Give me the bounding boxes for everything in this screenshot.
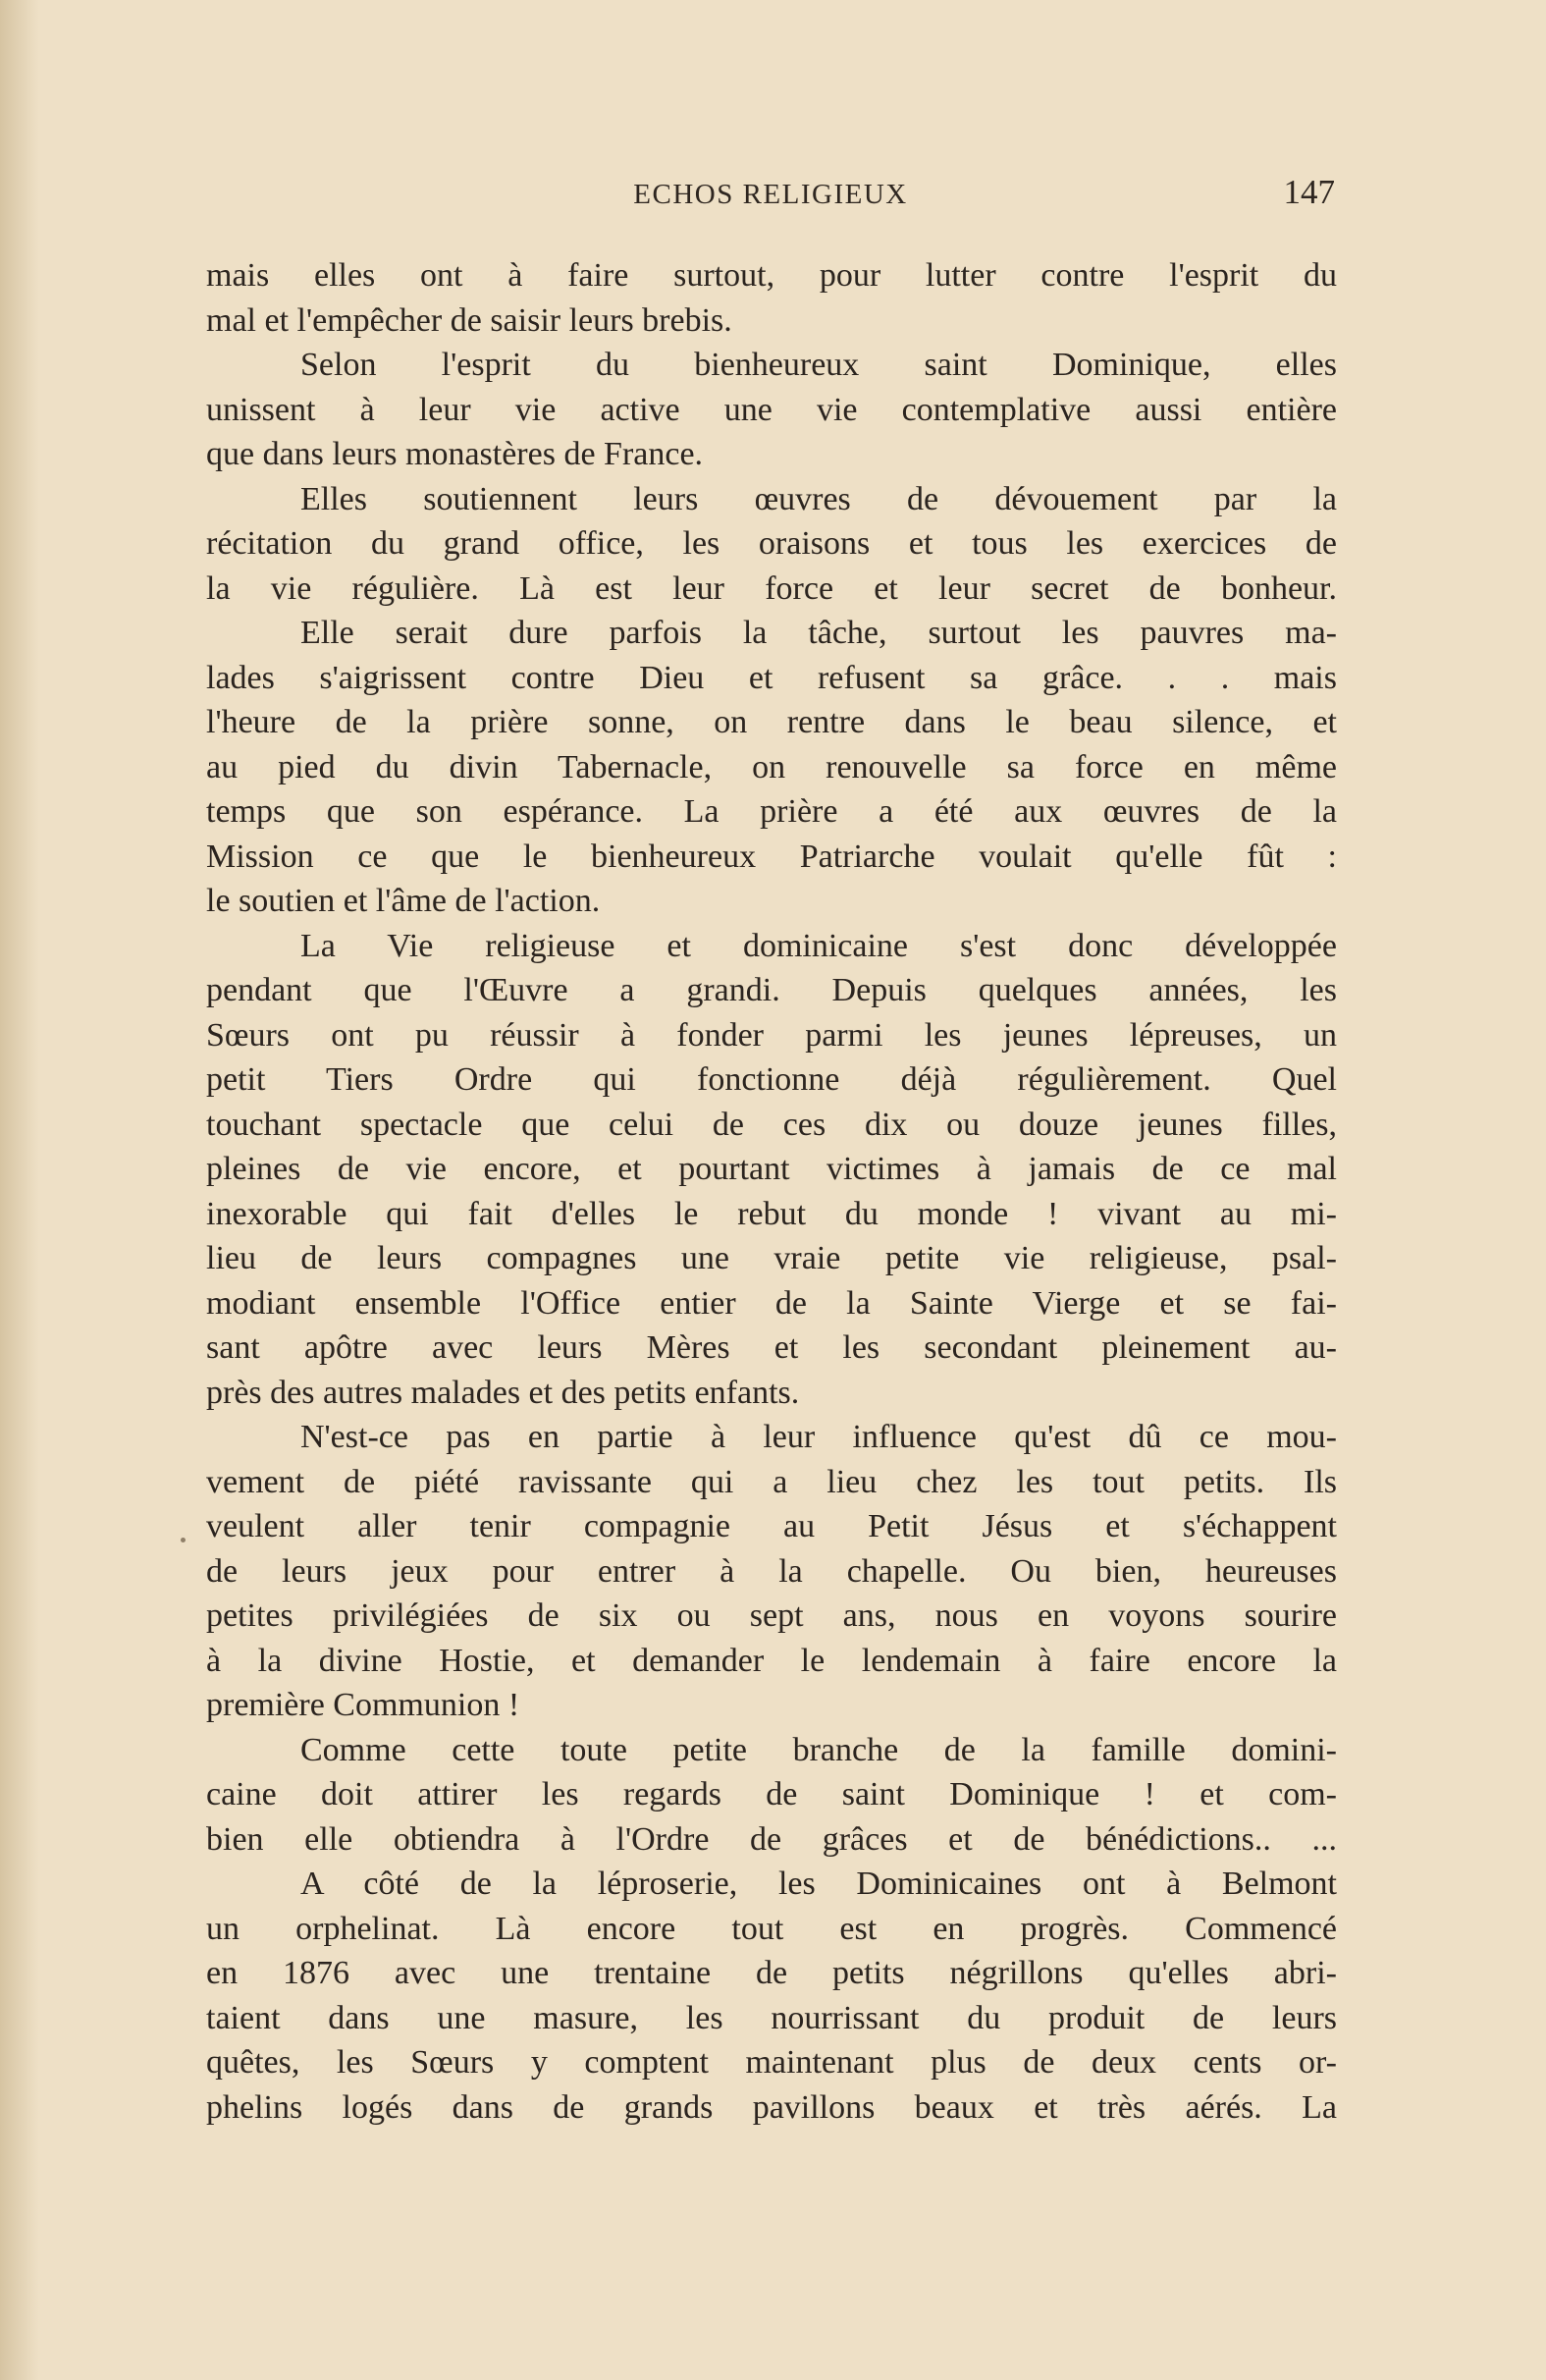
text-line: touchant spectacle que celui de ces dix ou douze jeunes filles, [206, 1106, 1337, 1143]
text-line: petites privilégiées de six ou sept ans, nous en voyons sourire [206, 1597, 1337, 1634]
text-line: inexorable qui fait d'elles le rebut du monde ! vivant au mi- [206, 1195, 1337, 1232]
text-line: petit Tiers Ordre qui fonctionne déjà régulièrement. Quel [206, 1061, 1337, 1098]
text-line: mal et l'empêcher de saisir leurs brebis. [206, 301, 732, 339]
text-line: mais elles ont à faire surtout, pour lutter contre l'esprit du [206, 257, 1337, 294]
running-head [206, 171, 1335, 220]
text-line: lieu de leurs compagnes une vraie petite vie religieuse, psal- [206, 1240, 1337, 1276]
text-line: en 1876 avec une trentaine de petits négrillons qu'elles abri- [206, 1955, 1337, 1991]
text-line: un orphelinat. Là encore tout est en progrès. Commencé [206, 1910, 1337, 1947]
text-line: Mission ce que le bienheureux Patriarche voulait qu'elle fût : [206, 838, 1337, 875]
text-line: le soutien et l'âme de l'action. [206, 883, 601, 919]
text-line: Elle serait dure parfois la tâche, surtout les pauvres ma- [300, 615, 1337, 651]
text-line: Comme cette toute petite branche de la famille domini- [300, 1731, 1337, 1768]
text-line: caine doit attirer les regards de saint Dominique ! et com- [206, 1776, 1337, 1812]
text-line: près des autres malades et des petits enfants. [206, 1374, 800, 1411]
text-line: de leurs jeux pour entrer à la chapelle. Ou bien, heureuses [206, 1552, 1337, 1590]
text-line: La Vie religieuse et dominicaine s'est donc développée [300, 927, 1337, 964]
text-line: Elles soutiennent leurs œuvres de dévouement par la [300, 480, 1337, 517]
text-line: que dans leurs monastères de France. [206, 436, 704, 472]
text-line: taient dans une masure, les nourrissant du produit de leurs [206, 1999, 1337, 2036]
text-line: quêtes, les Sœurs y comptent maintenant plus de deux cents or- [206, 2044, 1337, 2081]
running-title: ECHOS RELIGIEUX [633, 179, 908, 210]
text-line: à la divine Hostie, et demander le lendemain à faire encore la [206, 1642, 1337, 1679]
text-line: récitation du grand office, les oraisons et tous les exercices de [206, 525, 1337, 562]
text-line: pendant que l'Œuvre a grandi. Depuis quelques années, les [206, 972, 1337, 1008]
text-line: temps que son espérance. La prière a été aux œuvres de la [206, 793, 1337, 830]
text-line: veulent aller tenir compagnie au Petit Jésus et s'échappent [206, 1508, 1337, 1544]
text-line: Sœurs ont pu réussir à fonder parmi les jeunes lépreuses, un [206, 1016, 1337, 1054]
text-line: l'heure de la prière sonne, on rentre dans le beau silence, et [206, 704, 1337, 740]
text-line: la vie régulière. Là est leur force et leur secret de bonheur. [206, 569, 1337, 607]
text-line: vement de piété ravissante qui a lieu chez les tout petits. Ils [206, 1463, 1337, 1500]
text-line: première Communion ! [206, 1687, 520, 1723]
text-line: au pied du divin Tabernacle, on renouvelle sa force en même [206, 748, 1337, 785]
binding-gutter-shadow [0, 0, 39, 2380]
paper-speck [181, 1538, 186, 1542]
body-text [206, 253, 1337, 2130]
text-line: sant apôtre avec leurs Mères et les secondant pleinement au- [206, 1329, 1337, 1366]
text-line: pleines de vie encore, et pourtant victimes à jamais de ce mal [206, 1151, 1337, 1187]
text-line: phelins logés dans de grands pavillons beaux et très aérés. La [206, 2088, 1337, 2126]
text-line: unissent à leur vie active une vie contemplative aussi entière [206, 391, 1337, 428]
text-line: lades s'aigrissent contre Dieu et refusent sa grâce. . . mais [206, 659, 1337, 696]
page-number: 147 [1283, 173, 1335, 211]
text-line: bien elle obtiendra à l'Ordre de grâces et de bénédictions.. ... [206, 1820, 1337, 1858]
text-line: Selon l'esprit du bienheureux saint Dominique, elles [300, 347, 1337, 383]
text-line: modiant ensemble l'Office entier de la Sainte Vierge et se fai- [206, 1284, 1337, 1322]
text-line: A côté de la léproserie, les Dominicaines ont à Belmont [300, 1866, 1337, 1902]
text-line: N'est-ce pas en partie à leur influence qu'est dû ce mou- [300, 1419, 1337, 1455]
